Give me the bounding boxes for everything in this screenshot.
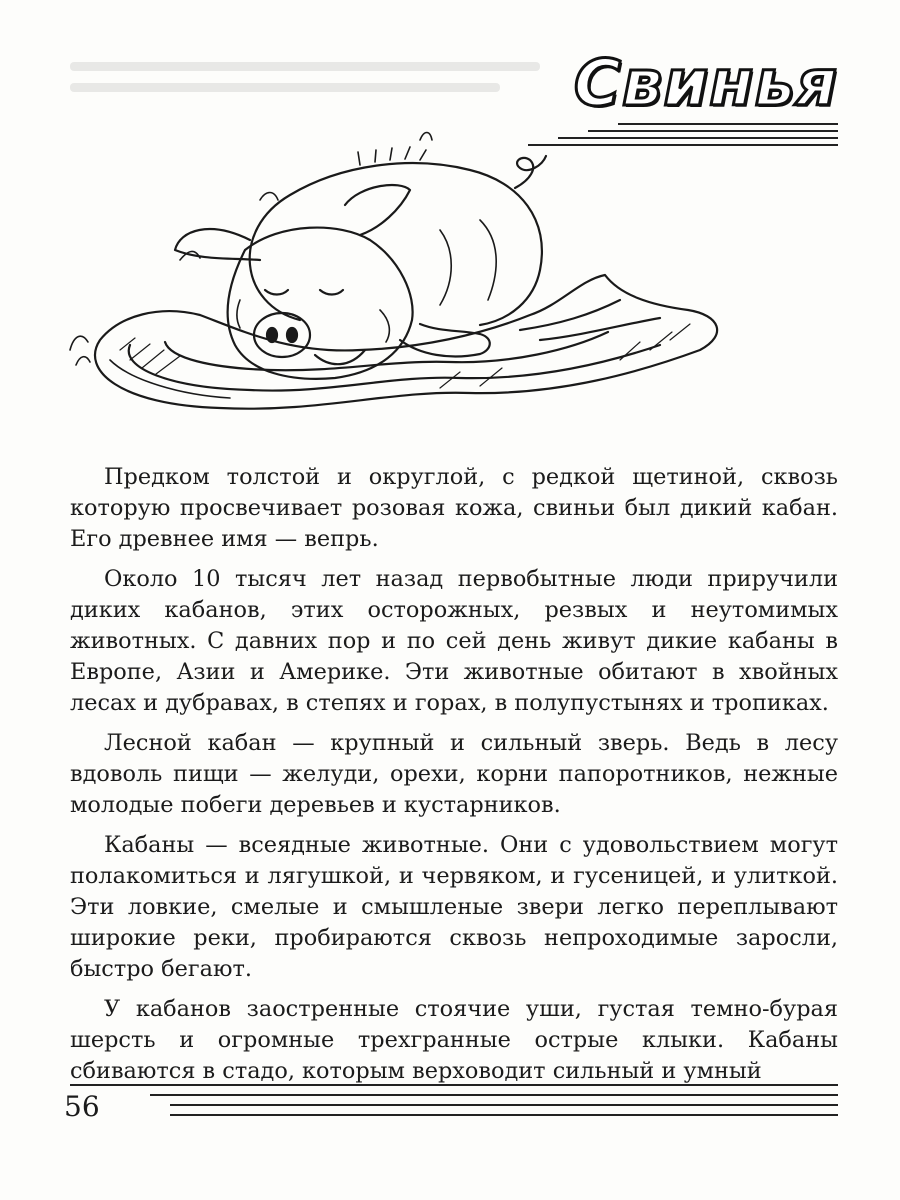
pig-tail xyxy=(515,156,546,188)
paragraph: Кабаны — всеядные животные. Они с удовольствием могут полакомиться и лягушкой, и червяком, и гусеницей, и улиткой. Эти ловкие, смелые и смышленые звери легко переплывают широкие реки, пробираются сквозь непроходимые заросли, быстро бегают. xyxy=(70,832,838,982)
page-number: 56 xyxy=(64,1090,100,1123)
puddle-ripple xyxy=(520,300,620,330)
paragraph: Около 10 тысяч лет назад первобытные люди приручили диких кабанов, этих осторожных, резвых и неутомимых животных. С давних пор и по сей день живут дикие кабаны в Европе, Азии и Америке. Эти животные обитают в хвойных лесах и дубравах, в степях и горах, в полупустынях и тропиках. xyxy=(70,566,838,716)
pig-lying-in-puddle-icon xyxy=(60,110,740,440)
grass-tuft xyxy=(260,193,278,201)
grass-tuft xyxy=(420,133,432,141)
pig-fold xyxy=(440,230,451,305)
pig-head xyxy=(228,228,413,379)
puddle-outline xyxy=(95,275,717,409)
pig-body xyxy=(250,163,542,325)
paragraph: Предком толстой и округлой, с редкой щетиной, сквозь которую просвечивает розовая кожа, свиньи был дикий кабан. Его древнее имя — вепрь. xyxy=(70,464,838,552)
pig-eye xyxy=(320,290,343,295)
pig-ear xyxy=(345,185,410,235)
pig-ear xyxy=(175,229,260,260)
paragraph: У кабанов заостренные стоячие уши, густая темно-бурая шерсть и огромные трехгранные острые клыки. Кабаны сбиваются в стадо, которым верховодит сильный и умный xyxy=(70,996,838,1084)
pig-fold xyxy=(480,220,496,300)
pig-cheek xyxy=(237,300,240,328)
pig-nostril xyxy=(287,328,297,342)
pig-eye xyxy=(265,290,288,295)
page-title: Свинья xyxy=(573,47,838,121)
pig-snout xyxy=(254,313,310,357)
pig-cheek xyxy=(380,310,389,342)
paragraph: Лесной кабан — крупный и сильный зверь. Ведь в лесу вдоволь пищи — желуди, орехи, корни папоротников, нежные молодые побеги деревьев и кустарников. xyxy=(70,730,838,818)
footer-rules xyxy=(70,1084,838,1116)
pig-smile xyxy=(315,350,365,364)
article-body xyxy=(70,462,838,1087)
pig-nostril xyxy=(267,328,277,342)
grass-tuft xyxy=(70,336,90,365)
